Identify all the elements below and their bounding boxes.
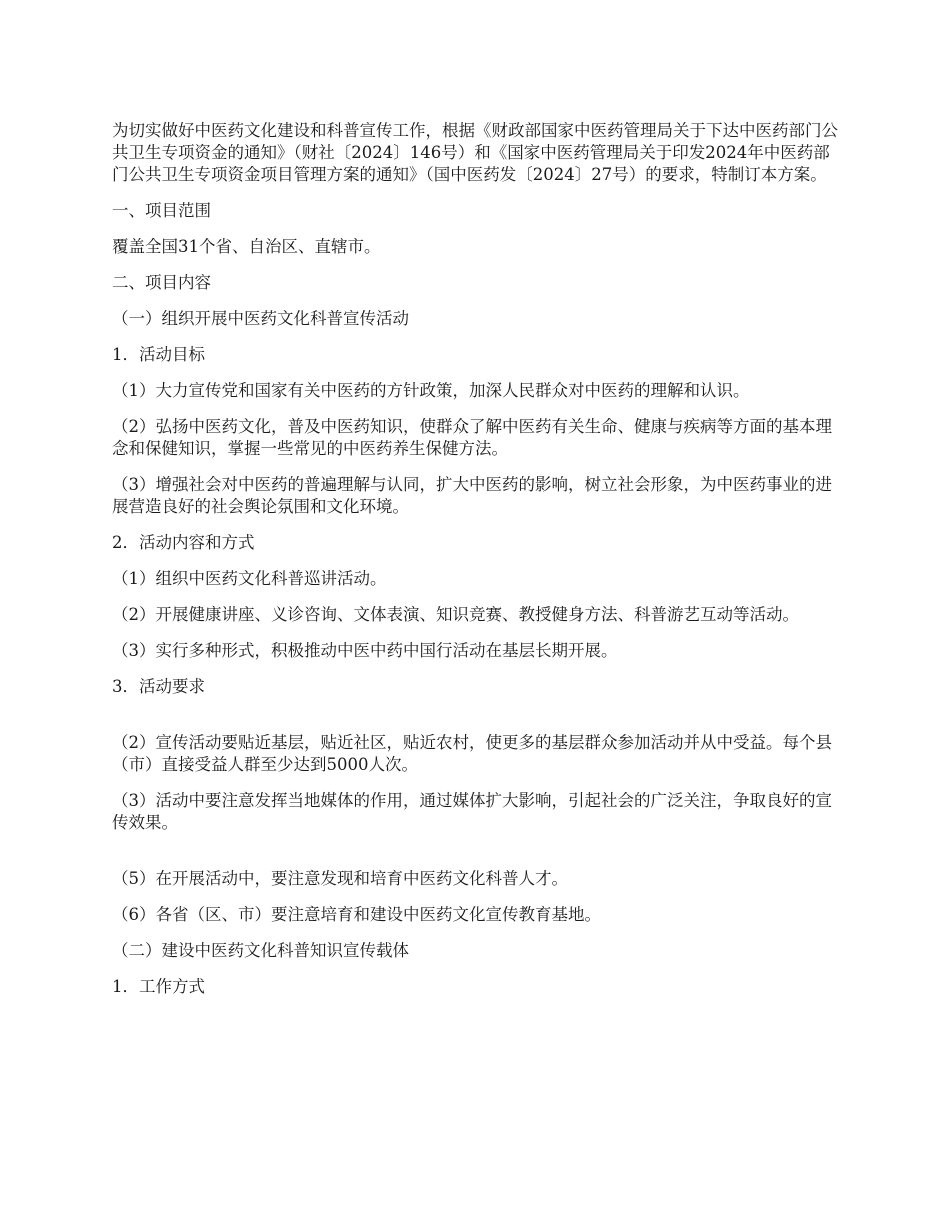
section-heading-content: 二、项目内容 <box>112 273 211 292</box>
method-item-1: （1）组织中医药文化科普巡讲活动。 <box>112 569 387 588</box>
goal-item-2: （2）弘扬中医药文化，普及中医药知识，使群众了解中医药有关生命、健康与疾病等方面的基本理念和保健知识，掌握一些常见的中医药养生保健方法。 <box>112 417 832 458</box>
requirement-item-6: （6）各省（区、市）要注意培育和建设中医药文化宣传教育基地。 <box>112 905 601 924</box>
document-body <box>112 120 842 1012</box>
requirement-item-2: （2）宣传活动要贴近基层，贴近社区，贴近农村，使更多的基层群众参加活动并从中受益。每个县（市）直接受益人群至少达到5000人次。 <box>112 733 832 774</box>
method-item-2: （2）开展健康讲座、义诊咨询、文体表演、知识竞赛、教授健身方法、科普游艺互动等活动。 <box>112 605 799 624</box>
section-heading-scope: 一、项目范围 <box>112 201 211 220</box>
item-heading-goals: 1．活动目标 <box>112 345 205 364</box>
item-heading-work-method: 1．工作方式 <box>112 977 205 996</box>
goal-item-1: （1）大力宣传党和国家有关中医药的方针政策，加深人民群众对中医药的理解和认识。 <box>112 381 750 400</box>
method-item-3: （3）实行多种形式，积极推动中医中药中国行活动在基层长期开展。 <box>112 641 618 660</box>
item-heading-requirements: 3．活动要求 <box>112 677 205 696</box>
item-heading-methods: 2．活动内容和方式 <box>112 533 255 552</box>
requirement-item-5: （5）在开展活动中，要注意发现和培育中医药文化科普人才。 <box>112 869 568 888</box>
requirement-item-3: （3）活动中要注意发挥当地媒体的作用，通过媒体扩大影响，引起社会的广泛关注，争取良好的宣传效果。 <box>112 791 832 832</box>
subsection-heading-activities: （一）组织开展中医药文化科普宣传活动 <box>112 309 409 328</box>
scope-paragraph: 覆盖全国31个省、自治区、直辖市。 <box>112 237 381 256</box>
intro-paragraph: 为切实做好中医药文化建设和科普宣传工作，根据《财政部国家中医药管理局关于下达中医药部门公共卫生专项资金的通知》（财社〔2024〕146号）和《国家中医药管理局关于印发2024年中医药部门公共卫生专项资金项目管理方案的通知》（国中医药发〔2024〕27号）的要求，特制订本方案。 <box>112 121 838 184</box>
subsection-heading-carriers: （二）建设中医药文化科普知识宣传载体 <box>112 941 409 960</box>
goal-item-3: （3）增强社会对中医药的普遍理解与认同，扩大中医药的影响，树立社会形象，为中医药事业的进展营造良好的社会舆论氛围和文化环境。 <box>112 475 832 516</box>
